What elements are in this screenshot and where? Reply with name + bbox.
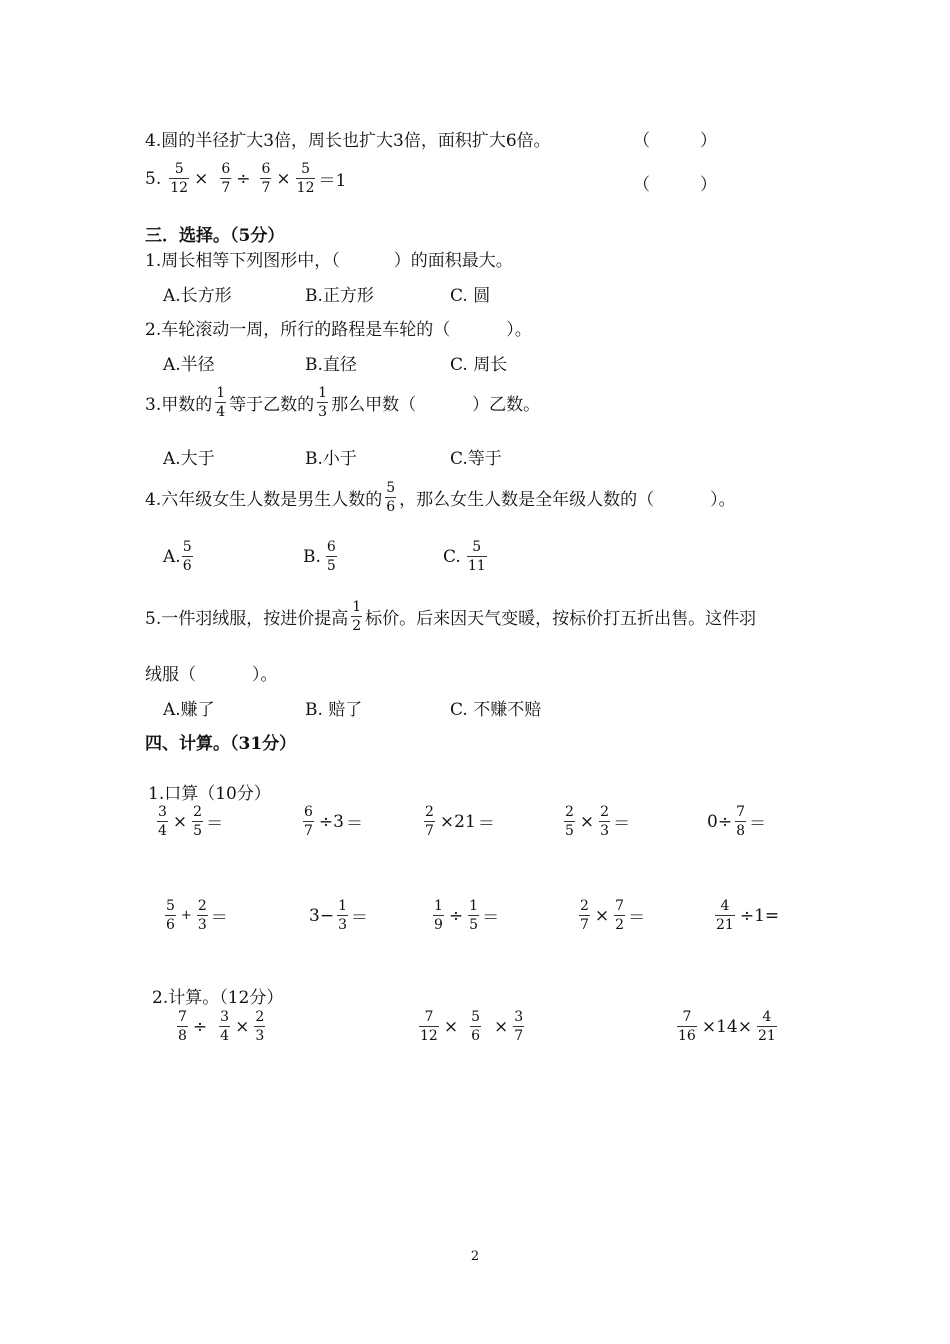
s3-q2	[145, 315, 532, 340]
s3-q4-option-c[interactable]	[443, 540, 490, 573]
q-text: 绒服（	[145, 665, 196, 685]
judge-q4	[145, 126, 551, 151]
s3-q1	[145, 246, 513, 271]
fraction: $\frac{2}{7}$	[425, 804, 434, 839]
s3-q4-option-b[interactable]	[303, 540, 340, 573]
part1-title: 1.口算（10分）	[148, 784, 271, 804]
s3-q4-option-a[interactable]	[163, 540, 196, 573]
judge-q4-answer[interactable]	[633, 126, 717, 151]
option-label: A.	[163, 546, 181, 567]
s3-q5-option-a[interactable]: A.赚了	[163, 700, 215, 720]
fraction: $\frac{3}{4}$	[158, 804, 167, 839]
oral-calc-item[interactable]	[576, 899, 645, 932]
operand: 0÷	[707, 811, 733, 832]
section-3-title: 三．选择。（5分）	[145, 226, 285, 246]
q-text: ，那么女生人数是全年级人数的（	[399, 490, 655, 510]
equals: ＝	[477, 814, 495, 834]
equals: ＝	[628, 908, 646, 928]
oral-calc-item[interactable]	[154, 805, 223, 838]
result: ＝1	[318, 171, 347, 191]
fraction: $\frac{2}{7}$	[580, 898, 589, 933]
oral-calc-item[interactable]	[430, 899, 499, 932]
operator: ÷1=	[739, 905, 780, 926]
fraction: $\frac{4}{21}$	[716, 898, 734, 933]
q-text: 那么甲数（	[331, 395, 417, 415]
fraction: $\frac{7}{8}$	[178, 1009, 187, 1044]
fraction: $\frac{6}{7}$	[261, 161, 271, 196]
s3-q5	[145, 600, 756, 633]
s3-q3-option-c[interactable]: C.等于	[450, 449, 502, 469]
fraction: $\frac{4}{21}$	[757, 1009, 776, 1044]
section-4-title: 四、计算。（31分）	[145, 734, 297, 754]
fraction: $\frac{6}{5}$	[326, 539, 336, 574]
q-text: 4.六年级女生人数是男生人数的	[145, 490, 383, 510]
part2-title: 2.计算。（12分）	[152, 988, 284, 1008]
operator: ÷	[192, 1016, 208, 1037]
equals: ＝	[748, 814, 766, 834]
paren-close: ）	[700, 175, 717, 195]
q-text: 1.周长相等下列图形中，（	[145, 251, 340, 271]
s3-q2-option-b[interactable]: B.直径	[305, 355, 357, 375]
s3-q3-option-b[interactable]: B.小于	[305, 449, 357, 469]
s3-q5-option-c[interactable]: C. 不赚不赔	[450, 700, 542, 720]
operator: ×	[276, 168, 291, 189]
fraction: $\frac{2}{3}$	[600, 804, 610, 839]
judge-q4-text: 4.圆的半径扩大3倍，周长也扩大3倍，面积扩大6倍。	[145, 131, 551, 151]
fraction: $\frac{5}{11}$	[467, 539, 486, 574]
operator: ×	[494, 1016, 509, 1037]
fraction: $\frac{1}{2}$	[352, 599, 362, 634]
fraction: $\frac{3}{7}$	[514, 1009, 524, 1044]
s3-q1-option-b[interactable]: B.正方形	[305, 286, 374, 306]
judge-q5-answer[interactable]	[633, 170, 717, 195]
fraction: $\frac{5}{6}$	[166, 898, 175, 933]
fraction: $\frac{3}{4}$	[220, 1009, 230, 1044]
paren-open: （	[633, 175, 650, 195]
fraction: $\frac{6}{7}$	[304, 804, 313, 839]
operator: ×	[443, 1016, 459, 1037]
fraction: $\frac{2}{5}$	[565, 804, 574, 839]
fraction: $\frac{2}{3}$	[197, 898, 207, 933]
equals: ＝	[206, 814, 224, 834]
s3-q5-option-b[interactable]: B. 赔了	[305, 700, 363, 720]
operator: ÷3	[318, 811, 344, 832]
q-text: ）。	[506, 320, 532, 340]
q-label: 5.	[145, 168, 162, 189]
operator: ÷	[448, 905, 464, 926]
fraction: $\frac{1}{3}$	[338, 898, 347, 933]
fraction: $\frac{7}{2}$	[615, 898, 625, 933]
operator: +	[180, 908, 192, 923]
s3-q2-option-c[interactable]: C. 周长	[450, 355, 508, 375]
q-text: ）。	[710, 490, 736, 510]
operator: ÷	[236, 168, 251, 189]
calc-expression-3[interactable]	[674, 1010, 780, 1043]
paren-close: ）	[700, 131, 717, 151]
q-text: ）乙数。	[472, 395, 541, 415]
s3-q2-option-a[interactable]: A.半径	[163, 355, 215, 375]
fraction: $\frac{5}{6}$	[471, 1009, 480, 1044]
s3-q1-option-a[interactable]: A.长方形	[163, 286, 232, 306]
q-text: ）。	[252, 665, 278, 685]
fraction: $\frac{2}{5}$	[193, 804, 203, 839]
s3-q5-line2	[145, 660, 278, 685]
option-label: B.	[303, 546, 321, 567]
s3-q3	[145, 386, 540, 419]
s3-q4	[145, 481, 736, 514]
calc-expression-1[interactable]	[174, 1010, 268, 1043]
q-text: 2.车轮滚动一周，所行的路程是车轮的（	[145, 320, 451, 340]
q-text: 5.一件羽绒服，按进价提高	[145, 609, 349, 629]
equals: ＝	[482, 908, 500, 928]
fraction: $\frac{5}{6}$	[182, 539, 192, 574]
operator: ×	[194, 168, 209, 189]
fraction: $\frac{7}{8}$	[736, 804, 745, 839]
oral-calc-item[interactable]	[300, 805, 363, 838]
equals: ＝	[345, 814, 363, 834]
q-text: ）的面积最大。	[393, 251, 513, 271]
fraction: $\frac{2}{3}$	[255, 1009, 265, 1044]
operator: ×	[235, 1016, 250, 1037]
operator: ×21	[439, 811, 476, 832]
page-number: 2	[470, 1249, 480, 1264]
fraction: $\frac{1}{4}$	[216, 385, 226, 420]
s3-q3-option-a[interactable]: A.大于	[163, 449, 215, 469]
operator: ×	[579, 811, 595, 832]
equals: ＝	[210, 908, 228, 928]
equals: ＝	[350, 908, 368, 928]
q-text: 标价。后来因天气变暖，按标价打五折出售。这件羽	[365, 609, 757, 629]
q-text: 3.甲数的	[145, 395, 213, 415]
fraction: $\frac{5}{6}$	[386, 480, 396, 515]
operator: ×	[594, 905, 610, 926]
oral-calc-item[interactable]	[707, 805, 766, 838]
option-label: C.	[443, 546, 461, 567]
operator: ×14×	[701, 1016, 752, 1037]
fraction: $\frac{5}{12}$	[170, 161, 189, 196]
operator: ×	[172, 811, 188, 832]
s3-q1-option-c[interactable]: C. 圆	[450, 286, 491, 306]
equals: ＝	[613, 814, 631, 834]
calc-expression-2[interactable]	[416, 1010, 527, 1043]
q-text: 等于乙数的	[229, 395, 315, 415]
fraction: $\frac{5}{12}$	[296, 161, 315, 196]
fraction: $\frac{7}{16}$	[678, 1009, 696, 1044]
fraction: $\frac{1}{9}$	[434, 898, 443, 933]
judge-q5	[145, 162, 346, 195]
oral-calc-item[interactable]	[162, 899, 228, 932]
oral-calc-item[interactable]	[712, 899, 781, 932]
operand: 3−	[309, 905, 335, 926]
oral-calc-item[interactable]	[421, 805, 495, 838]
fraction: $\frac{1}{3}$	[318, 385, 328, 420]
paren-open: （	[633, 131, 650, 151]
fraction: $\frac{7}{12}$	[420, 1009, 438, 1044]
oral-calc-item[interactable]	[561, 805, 630, 838]
fraction: $\frac{1}{5}$	[469, 898, 479, 933]
oral-calc-item[interactable]	[309, 899, 368, 932]
fraction: $\frac{6}{7}$	[221, 161, 231, 196]
